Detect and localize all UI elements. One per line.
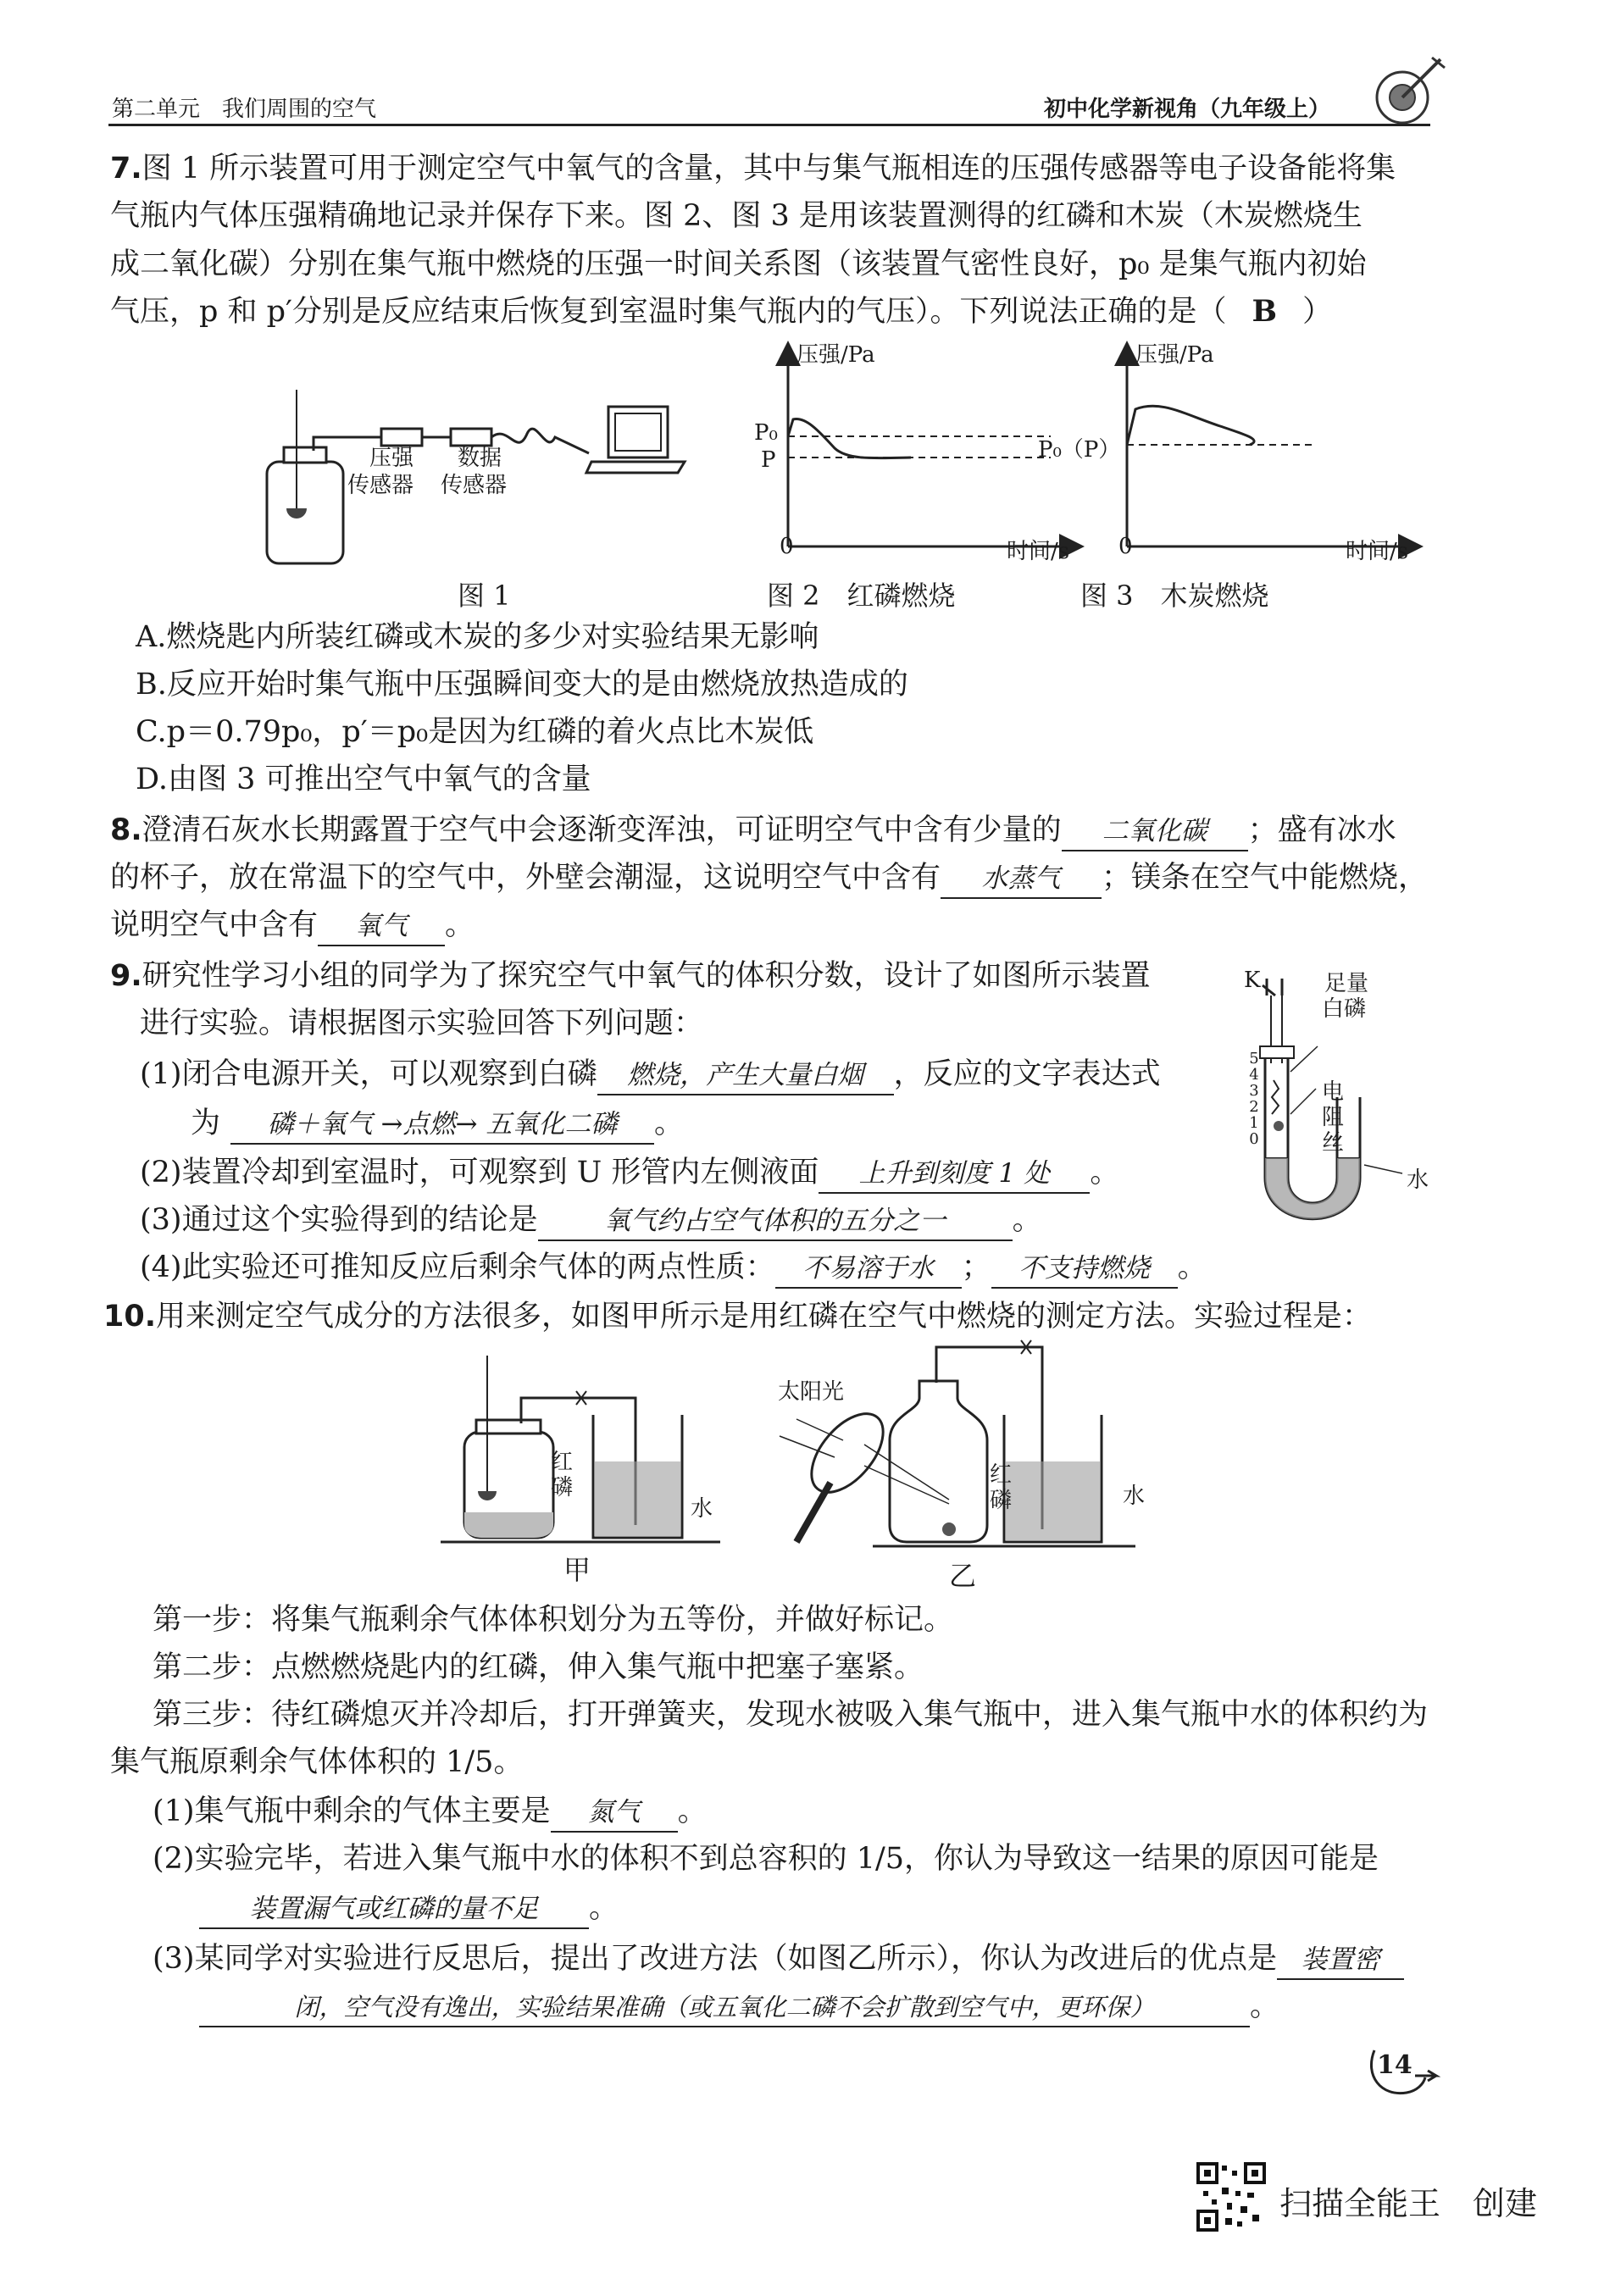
q7-answer: B (1252, 294, 1278, 329)
q8-line-3 (110, 907, 475, 946)
q10-sub-1 (153, 1793, 708, 1833)
jia-red-p-2: 磷 (551, 1475, 574, 1500)
sensor2-label-2: 传感器 (441, 473, 508, 498)
fig2-ylabel: 压强/Pa (796, 342, 875, 368)
header-rule (108, 124, 1430, 126)
fig2-p-label: P (761, 447, 776, 473)
jia-red-p-1: 红 (551, 1450, 574, 1475)
q9-s4-end: 。 (1177, 1251, 1207, 1284)
fig3-origin: 0 (1118, 534, 1133, 559)
q9-scale-5: 5 (1249, 1050, 1259, 1068)
q7-figure-3-caption: 图 3 木炭燃烧 (1080, 580, 1269, 612)
yi-sunlight: 太阳光 (778, 1379, 845, 1405)
q8-text-4: ；镁条在空气中能燃烧， (1102, 861, 1429, 895)
q7-figure-3-chart (1102, 335, 1424, 563)
q9-scale-0: 0 (1249, 1130, 1259, 1148)
page-number-arrow-icon (1364, 2033, 1440, 2101)
q7-text-1: 图 1 所示装置可用于测定空气中氧气的含量，其中与集气瓶相连的压强传感器等电子设备能将集 (142, 152, 1396, 186)
sensor1-label-1: 压强 (369, 446, 414, 471)
q9-wire-label-3: 丝 (1322, 1130, 1345, 1156)
q8-number: 8. (110, 813, 142, 847)
q10-sub-2b (199, 1889, 619, 1929)
fig2-origin: 0 (780, 534, 794, 559)
q7-text-4: 气压，p 和 p′分别是反应结束后恢复到室温时集气瓶内的气压）。下列说法正确的是（ (110, 295, 1227, 329)
q10-s1-end: 。 (677, 1794, 708, 1828)
q8-answer-2: 水蒸气 (941, 860, 1102, 899)
q9-white-p-label-2: 白磷 (1322, 996, 1367, 1022)
q7-line-3: 成二氧化碳）分别在集气瓶中燃烧的压强一时间关系图（该装置气密性良好，p₀ 是集气瓶内初始 (110, 247, 1367, 281)
q10-intro (103, 1298, 1372, 1335)
fig3-xlabel: 时间/s (1346, 539, 1409, 564)
q7-option-b: B.反应开始时集气瓶中压强瞬间变大的是由燃烧放热造成的 (136, 668, 908, 702)
q10-figure-jia (441, 1339, 746, 1559)
q7-figure-2-chart (763, 335, 1085, 563)
q7-line-1 (110, 150, 1396, 187)
q9-s2-end: 。 (1090, 1156, 1120, 1190)
q9-scale (1247, 1051, 1261, 1147)
q9-separator: ； (961, 1251, 991, 1284)
q9-sub-4 (140, 1249, 1207, 1289)
q9-s1-text-c: 为 (191, 1106, 221, 1140)
q9-scale-3: 3 (1249, 1082, 1259, 1100)
q10-figure-yi (763, 1330, 1152, 1559)
fig3-pressure-curve (1127, 406, 1254, 445)
header-target-icon (1360, 51, 1453, 136)
q9-wire-label-2: 阻 (1322, 1105, 1345, 1130)
q7-figure-2-caption: 图 2 红磷燃烧 (767, 580, 956, 612)
q7-line-4 (110, 293, 1332, 330)
q9-scale-1: 1 (1249, 1114, 1259, 1132)
q9-answer-1b: 磷＋氧气 →点燃→ 五氧化二磷 (230, 1106, 654, 1145)
q9-intro-2: 进行实验。请根据图示实验回答下列问题： (140, 1007, 704, 1040)
q10-step-2: 第二步：点燃燃烧匙内的红磷，伸入集气瓶中把塞子塞紧。 (153, 1650, 924, 1684)
q8-text-5: 说明空气中含有 (110, 908, 319, 942)
page-number: 14 (1377, 2050, 1413, 2080)
q9-scale-2: 2 (1249, 1098, 1259, 1116)
q8-answer-1: 二氧化碳 (1062, 812, 1248, 851)
q9-s3-text: (3)通过这个实验得到的结论是 (140, 1203, 538, 1237)
q10-number: 10. (103, 1300, 157, 1334)
q10-figure-yi-caption: 乙 (949, 1560, 977, 1592)
q9-sub-3 (140, 1201, 1042, 1241)
q9-s3-end: 。 (1012, 1203, 1042, 1237)
fig2-xlabel: 时间/s (1007, 539, 1070, 564)
fig3-p0p-label: P₀（P） (1038, 437, 1121, 463)
q10-answer-3b: 闭，空气没有逸出，实验结果准确（或五氧化二磷不会扩散到空气中，更环保） (199, 1988, 1250, 2027)
q9-sub-1b (191, 1105, 684, 1145)
q10-answer-3a: 装置密 (1277, 1941, 1404, 1980)
q9-s4-text: (4)此实验还可推知反应后剩余气体的两点性质： (140, 1251, 775, 1284)
q10-s1-text: (1)集气瓶中剩余的气体主要是 (153, 1794, 551, 1828)
q10-s2-end: 。 (589, 1891, 619, 1925)
q10-step-3a: 第三步：待红磷熄灭并冷却后，打开弹簧夹，发现水被吸入集气瓶中，进入集气瓶中水的体积约为 (153, 1698, 1429, 1732)
q9-intro-text-1: 研究性学习小组的同学为了探究空气中氧气的体积分数，设计了如图所示装置 (142, 959, 1151, 993)
q9-k-label: K (1244, 968, 1261, 993)
q10-figure-jia-caption: 甲 (563, 1554, 591, 1586)
q8-line-2 (110, 859, 1428, 899)
q9-s2-text: (2)装置冷却到室温时，可观察到 U 形管内左侧液面 (140, 1156, 819, 1190)
q8-line-1 (110, 812, 1396, 851)
q10-step-3b: 集气瓶原剩余气体体积的 1/5。 (110, 1745, 524, 1779)
q10-s3-text: (3)某同学对实验进行反思后，提出了改进方法（如图乙所示），你认为改进后的优点是 (153, 1942, 1278, 1976)
q7-close-paren: ） (1302, 295, 1333, 329)
q7-option-d: D.由图 3 可推出空气中氧气的含量 (136, 763, 591, 796)
q7-option-c: C.p＝0.79p₀，p′＝p₀是因为红磷的着火点比木炭低 (136, 715, 814, 749)
sensor1-label-2: 传感器 (347, 473, 414, 498)
q9-number: 9. (110, 959, 142, 993)
fig2-pressure-curve (788, 419, 911, 458)
fig2-p0-label: P₀ (754, 420, 778, 446)
q7-figure-1-caption: 图 1 (458, 580, 511, 612)
q9-answer-4b: 不支持燃烧 (991, 1250, 1178, 1289)
q7-line-2: 气瓶内气体压强精确地记录并保存下来。图 2、图 3 是用该装置测得的红磷和木炭（木炭燃烧生 (110, 199, 1363, 233)
q9-s1-text-d: 。 (654, 1106, 685, 1140)
q8-text-6: 。 (445, 908, 475, 942)
q9-answer-4a: 不易溶于水 (775, 1250, 962, 1289)
q9-white-p-label-1: 足量 (1324, 971, 1369, 996)
q10-step-1: 第一步：将集气瓶剩余气体体积划分为五等份，并做好标记。 (153, 1603, 954, 1637)
q9-sub-2 (140, 1154, 1119, 1194)
q9-intro-1 (110, 957, 1151, 995)
q10-answer-1: 氮气 (551, 1794, 678, 1833)
header-left: 第二单元 我们周围的空气 (112, 97, 377, 122)
yi-red-p-2: 磷 (990, 1488, 1013, 1513)
q9-answer-1: 燃烧，产生大量白烟 (597, 1056, 894, 1095)
sensor2-label-1: 数据 (458, 446, 502, 471)
header-right: 初中化学新视角（九年级上） (1044, 97, 1331, 122)
q7-option-a: A.燃烧匙内所装红磷或木炭的多少对实验结果无影响 (136, 620, 819, 654)
q10-sub-2: (2)实验完毕，若进入集气瓶中水的体积不到总容积的 1/5，你认为导致这一结果的原因可能是 (153, 1842, 1379, 1876)
yi-red-p-1: 红 (990, 1462, 1013, 1488)
q10-s3-end: 。 (1250, 1989, 1280, 2023)
q8-text-2: ；盛有冰水 (1247, 813, 1396, 847)
qr-code-icon (1196, 2162, 1266, 2232)
yi-water: 水 (1123, 1484, 1146, 1509)
q9-water-label: 水 (1407, 1167, 1429, 1193)
footer-text: 扫描全能王 创建 (1279, 2185, 1538, 2222)
q10-intro-text: 用来测定空气成分的方法很多，如图甲所示是用红磷在空气中燃烧的测定方法。实验过程是： (156, 1300, 1373, 1334)
q10-sub-3b (199, 1988, 1279, 2027)
q10-answer-2: 装置漏气或红磷的量不足 (199, 1890, 589, 1929)
fig3-ylabel: 压强/Pa (1135, 342, 1214, 368)
q9-s1-text: (1)闭合电源开关，可以观察到白磷 (140, 1057, 597, 1091)
q8-answer-3: 氧气 (318, 907, 445, 946)
q9-scale-4: 4 (1249, 1066, 1259, 1084)
q10-sub-3 (153, 1940, 1404, 1980)
q9-sub-1 (140, 1056, 1161, 1095)
q8-text-3: 的杯子，放在常温下的空气中，外壁会潮湿，这说明空气中含有 (110, 861, 941, 895)
q9-answer-2: 上升到刻度 1 处 (819, 1155, 1090, 1194)
q9-wire-label-1: 电 (1322, 1079, 1345, 1105)
q7-number: 7. (110, 152, 142, 186)
q9-s1-text-b: ，反应的文字表达式 (893, 1057, 1161, 1091)
q8-text-1: 澄清石灰水长期露置于空气中会逐渐变浑浊，可证明空气中含有少量的 (142, 813, 1062, 847)
jia-water: 水 (691, 1496, 713, 1522)
q9-answer-3: 氧气约占空气体积的五分之一 (538, 1202, 1013, 1241)
